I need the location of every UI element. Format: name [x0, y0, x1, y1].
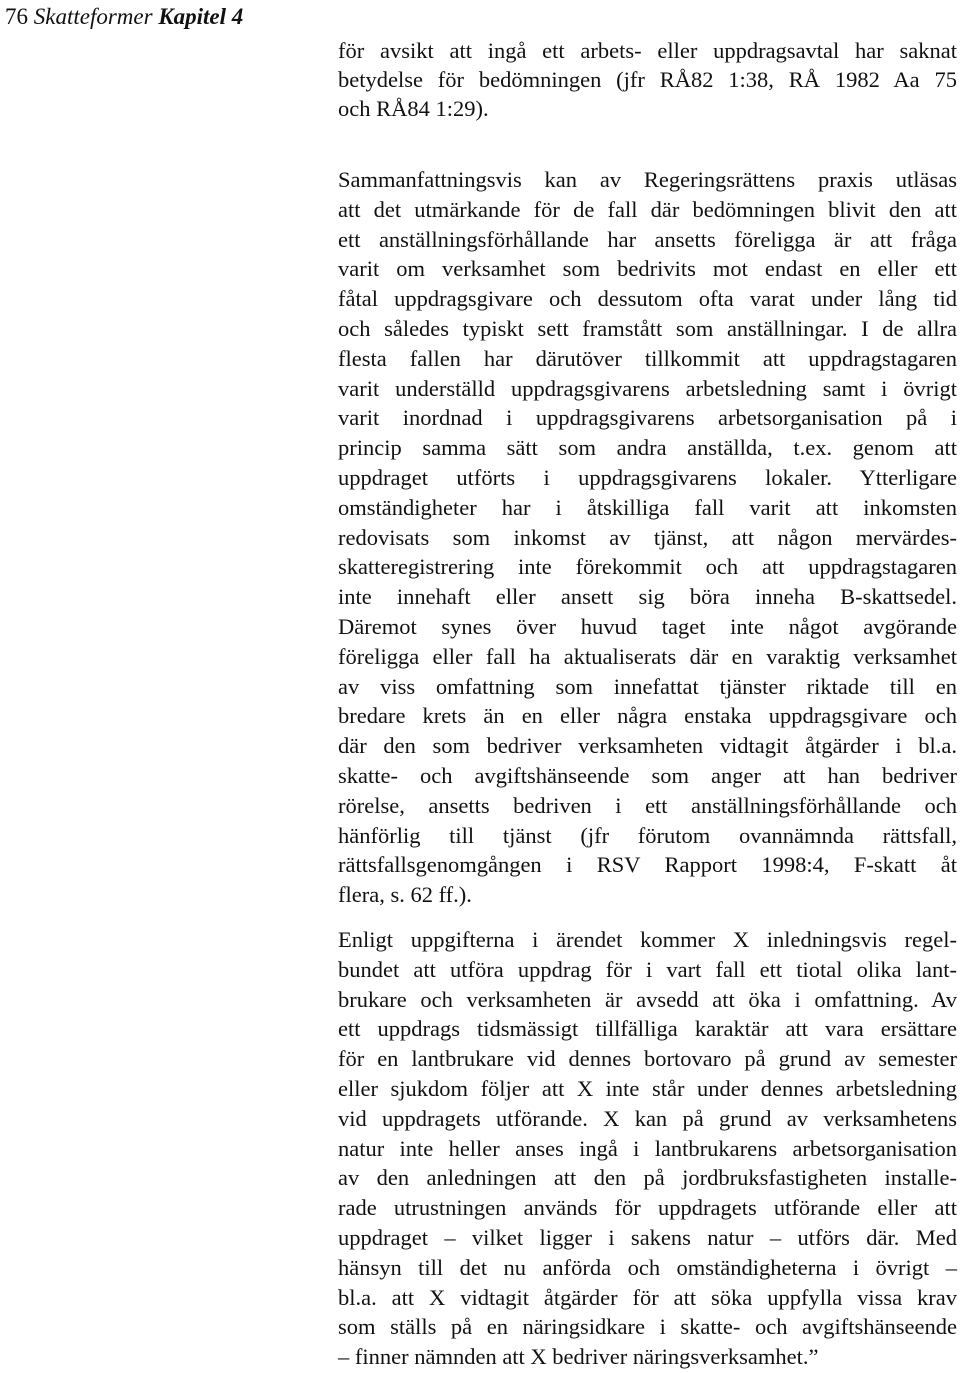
- text-line-content: inte innehaft eller ansett sig böra inneha B-skattsedel.: [338, 584, 957, 610]
- text-line-content: fåtal uppdragsgivare och dessutom ofta varat under lång tid: [338, 286, 957, 312]
- text-line-content: uppdraget utförts i uppdragsgivarens lokaler. Ytterligare: [338, 464, 957, 490]
- text-line: [338, 880, 957, 910]
- text-line: [338, 36, 957, 65]
- text-line-content: skatte- och avgiftshänseende som anger att han bedriver: [338, 762, 957, 788]
- text-line-content: för avsikt att ingå ett arbets- eller uppdragsavtal har saknat: [338, 38, 957, 63]
- text-line: [338, 225, 957, 255]
- text-line-content: bredare krets än en eller några enstaka uppdragsgivare och: [338, 703, 957, 729]
- text-line-content: föreligga eller fall ha aktualiserats där en varaktig verksamhet: [338, 643, 957, 669]
- text-line-content: natur inte heller anses ingå i lantbrukarens arbetsorganisation: [338, 1135, 957, 1161]
- text-line: [338, 254, 957, 284]
- text-line-content: vid uppdragets utförande. X kan på grund av verksamhetens: [338, 1105, 957, 1131]
- text-line: [338, 821, 957, 851]
- text-line: [338, 925, 957, 955]
- text-line-content: hänsyn till det nu anförda och omständigheterna i övrigt –: [338, 1254, 957, 1280]
- text-line: [338, 165, 957, 195]
- text-line: [338, 1193, 957, 1223]
- text-line: [338, 1312, 957, 1342]
- text-line: [338, 374, 957, 404]
- text-line: [338, 791, 957, 821]
- text-line-content: av viss omfattning som innefattat tjänster riktade till en: [338, 673, 957, 699]
- text-line-content: rörelse, ansetts bedriven i ett anställningsförhållande och: [338, 792, 957, 818]
- text-line-content: Däremot synes över huvud taget inte något avgörande: [338, 613, 957, 639]
- text-line: [338, 672, 957, 702]
- text-line: [338, 955, 957, 985]
- text-line: [338, 65, 957, 94]
- text-line-content: och RÅ84 1:29).: [338, 96, 489, 121]
- text-line-content: och således typiskt sett framstått som anställningar. I de allra: [338, 315, 957, 341]
- running-header: [5, 2, 243, 32]
- text-line: [338, 985, 957, 1015]
- text-line-content: varit om verksamhet som bedrivits mot endast en eller ett: [338, 256, 957, 282]
- text-line-content: betydelse för bedömningen (jfr RÅ82 1:38, RÅ 1982 Aa 75: [338, 67, 957, 92]
- text-line: [338, 284, 957, 314]
- text-line-content: brukare och verksamheten är avsedd att öka i omfattning. Av: [338, 986, 957, 1012]
- text-line: [338, 1283, 957, 1313]
- text-line: [338, 1044, 957, 1074]
- text-line-content: hänförlig till tjänst (jfr förutom ovannämnda rättsfall,: [338, 822, 957, 848]
- section-title: Skatteformer: [33, 4, 153, 29]
- text-line-content: ett anställningsförhållande har ansetts föreligga är att fråga: [338, 226, 957, 252]
- text-line-content: som ställs på en näringsidkare i skatte- och avgiftshänseende: [338, 1314, 957, 1340]
- text-line-content: princip samma sätt som andra anställda, t.ex. genom att: [338, 435, 957, 461]
- paragraph: [338, 165, 957, 910]
- text-line: [338, 403, 957, 433]
- text-line: [338, 642, 957, 672]
- text-line-content: för en lantbrukare vid dennes bortovaro på grund av semester: [338, 1046, 957, 1072]
- text-line-content: eller sjukdom följer att X inte står under dennes arbetsledning: [338, 1075, 957, 1101]
- text-line: [338, 1163, 957, 1193]
- text-line-content: uppdraget – vilket ligger i sakens natur – utförs där. Med: [338, 1224, 957, 1250]
- text-line: [338, 582, 957, 612]
- text-line: [338, 94, 957, 123]
- text-line-content: ett uppdrags tidsmässigt tillfälliga karaktär att vara ersättare: [338, 1016, 957, 1042]
- text-line: [338, 731, 957, 761]
- text-line: [338, 1014, 957, 1044]
- text-line: [338, 761, 957, 791]
- text-line: [338, 195, 957, 225]
- text-line: [338, 433, 957, 463]
- text-line: [338, 1134, 957, 1164]
- chapter-title: Kapitel 4: [158, 4, 244, 29]
- text-line: [338, 1223, 957, 1253]
- text-line: [338, 523, 957, 553]
- text-line: [338, 314, 957, 344]
- text-line: [338, 850, 957, 880]
- text-line-content: flera, s. 62 ff.).: [338, 882, 472, 908]
- text-line: [338, 612, 957, 642]
- text-line: [338, 1342, 957, 1372]
- page-number: 76: [5, 4, 28, 29]
- text-line: [338, 1074, 957, 1104]
- text-line-content: varit underställd uppdragsgivarens arbetsledning samt i övrigt: [338, 375, 957, 401]
- text-line-content: Sammanfattningsvis kan av Regeringsrättens praxis utläsas: [338, 167, 957, 192]
- paragraph: [338, 36, 957, 123]
- text-line-content: omständigheter har i åtskilliga fall varit att inkomsten: [338, 494, 957, 520]
- text-line: [338, 701, 957, 731]
- text-line-content: att det utmärkande för de fall där bedömningen blivit den att: [338, 196, 957, 222]
- text-line: [338, 552, 957, 582]
- text-line-content: skatteregistrering inte förekommit och att uppdragstagaren: [338, 554, 957, 580]
- text-line-content: bundet att utföra uppdrag för i vart fall ett tiotal olika lant-: [338, 956, 957, 982]
- text-line-content: av den anledningen att den på jordbruksfastigheten installe-: [338, 1165, 957, 1191]
- text-line-content: där den som bedriver verksamheten vidtagit åtgärder i bl.a.: [338, 733, 957, 759]
- paragraph: [338, 925, 957, 1372]
- text-line: [338, 1253, 957, 1283]
- text-line-content: rättsfallsgenomgången i RSV Rapport 1998:4, F-skatt åt: [338, 852, 957, 878]
- text-line-content: Enligt uppgifterna i ärendet kommer X inledningsvis regel-: [338, 927, 957, 952]
- text-line-content: bl.a. att X vidtagit åtgärder för att söka uppfylla vissa krav: [338, 1284, 957, 1310]
- text-line: [338, 1104, 957, 1134]
- text-line-content: – finner nämnden att X bedriver näringsverksamhet.”: [338, 1344, 819, 1370]
- text-line: [338, 344, 957, 374]
- text-line-content: rade utrustningen används för uppdragets utförande eller att: [338, 1195, 957, 1221]
- text-line: [338, 493, 957, 523]
- text-line-content: varit inordnad i uppdragsgivarens arbetsorganisation på i: [338, 405, 957, 431]
- text-line-content: flesta fallen har därutöver tillkommit att uppdragstagaren: [338, 345, 957, 371]
- text-line-content: redovisats som inkomst av tjänst, att någon mervärdes-: [338, 524, 957, 550]
- text-line: [338, 463, 957, 493]
